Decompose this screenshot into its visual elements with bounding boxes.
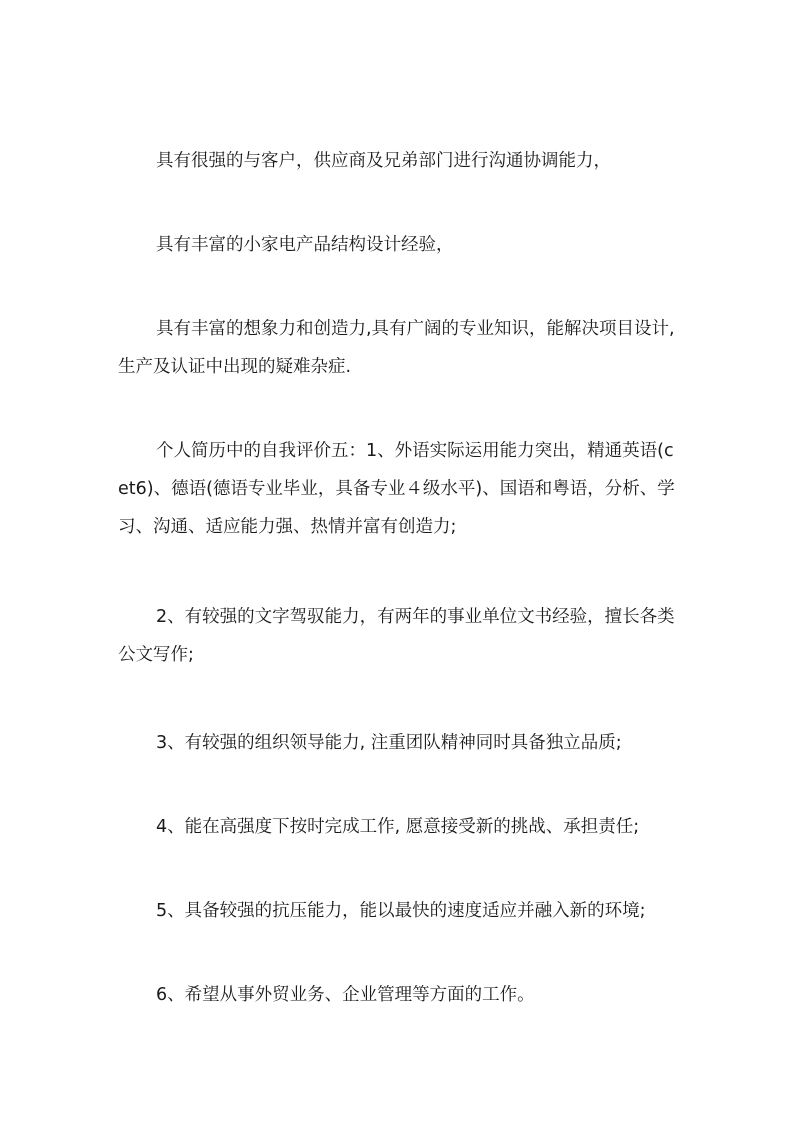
paragraph-self-evaluation-6: 6、希望从事外贸业务、企业管理等方面的工作。: [156, 985, 535, 1005]
paragraph-self-evaluation-2: 2、有较强的文字驾驭能力，有两年的事业单位文书经验，擅长各类公文写作;: [118, 607, 675, 665]
paragraph-design-experience: 具有丰富的小家电产品结构设计经验，: [156, 235, 454, 255]
paragraph-self-evaluation-5: 5、具备较强的抗压能力，能以最快的速度适应并融入新的环境;: [156, 901, 646, 921]
paragraph-self-evaluation-3: 3、有较强的组织领导能力, 注重团队精神同时具备独立品质;: [156, 733, 622, 753]
paragraph-communication-skills: 具有很强的与客户，供应商及兄弟部门进行沟通协调能力，: [156, 151, 611, 171]
paragraph-self-evaluation-1: 个人简历中的自我评价五：1、外语实际运用能力突出，精通英语(cet6)、德语(德语专业毕业，具备专业４级水平)、国语和粤语，分析、学习、沟通、适应能力强、热情并富有创造力;: [118, 441, 675, 537]
paragraph-self-evaluation-4: 4、能在高强度下按时完成工作, 愿意接受新的挑战、承担责任;: [156, 817, 640, 837]
paragraph-creativity: 具有丰富的想象力和创造力,具有广阔的专业知识，能解决项目设计,生产及认证中出现的疑难杂症.: [118, 319, 675, 377]
